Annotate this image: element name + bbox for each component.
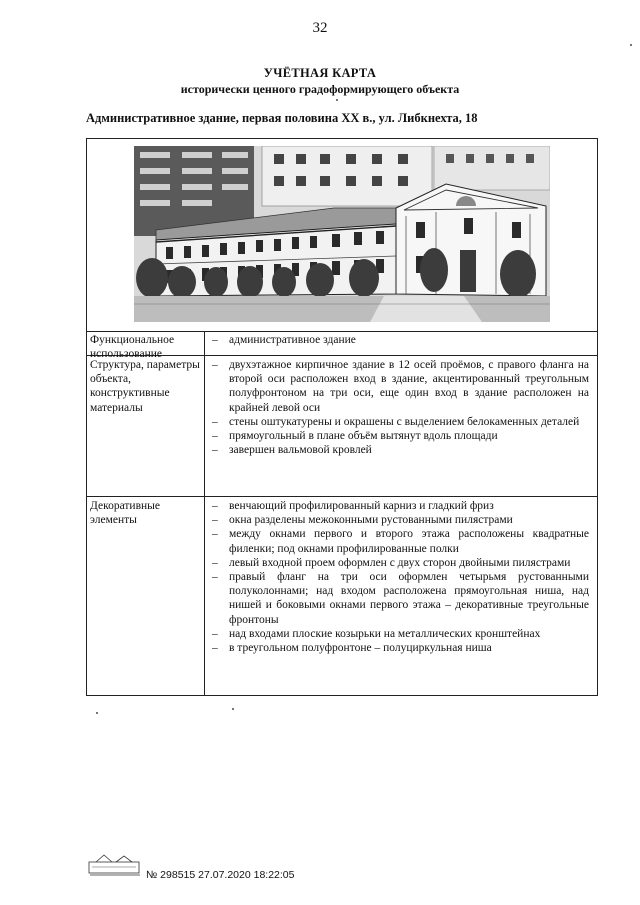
list-item: – двухэтажное кирпичное здание в 12 осей проёмов, с правого фланга на второй оси расположен вход в здание, акцентированный треугольным полуфронтоном на три оси, еще один вход в здание расположен на крайней левой оси (212, 359, 589, 414)
list-item: – в треугольном полуфронтоне – полуциркульная ниша (212, 642, 492, 655)
list-item: – между окнами первого и второго этажа расположены квадратные филенки; под окнами профилированные полки (212, 528, 589, 555)
list-item: – административное здание (212, 334, 356, 346)
page-number: 32 (312, 20, 328, 36)
list-item: – венчающий профилированный карниз и гладкий фриз (212, 500, 494, 512)
photo-cell (87, 139, 597, 332)
list-item: – правый фланг на три оси оформлен четырьмя рустованными полуколоннами; над входом расположена прямоугольная ниша, над нишей и боковыми окнами первого этажа – декоративные треугольные фронтоны (212, 571, 589, 626)
list-item: – стены оштукатурены и окрашены с выделением белокаменных деталей (212, 415, 580, 428)
list-item: – левый входной проем оформлен с двух сторон двойными пилястрами (212, 556, 571, 569)
building-photo (134, 146, 550, 322)
list-item: – прямоугольный в плане объём вытянут вдоль площади (212, 430, 498, 443)
list-item: – над входами плоские козырьки на металлических кронштейнах (212, 627, 541, 640)
row-label: Структура, параметры объекта, конструктивные материалы (87, 356, 205, 496)
registry-stamp-icon (88, 853, 142, 877)
document-registration-number: № 298515 27.07.2020 18:22:05 (146, 869, 295, 881)
row-items (206, 497, 597, 655)
row-function (87, 331, 597, 361)
record-card-table (86, 138, 598, 696)
scan-speck (96, 712, 98, 714)
card-subtitle: исторически ценного градоформирующего объекта (180, 82, 460, 96)
card-title: УЧЁТНАЯ КАРТА (263, 66, 377, 80)
list-item: – завершен вальмовой кровлей (212, 444, 372, 457)
row-items (206, 356, 597, 457)
row-items (206, 331, 597, 347)
row-structure (87, 356, 597, 497)
scan-speck (630, 44, 632, 46)
row-label: Функциональное использование (87, 331, 205, 355)
object-name: Административное здание, первая половина XX в., ул. Либкнехта, 18 (86, 111, 478, 125)
row-decorative (87, 497, 597, 695)
list-item: – окна разделены межоконными рустованными пилястрами (212, 514, 513, 527)
row-label: Декоративные элементы (87, 497, 205, 695)
scan-speck (232, 708, 234, 710)
scan-speck (336, 99, 338, 101)
